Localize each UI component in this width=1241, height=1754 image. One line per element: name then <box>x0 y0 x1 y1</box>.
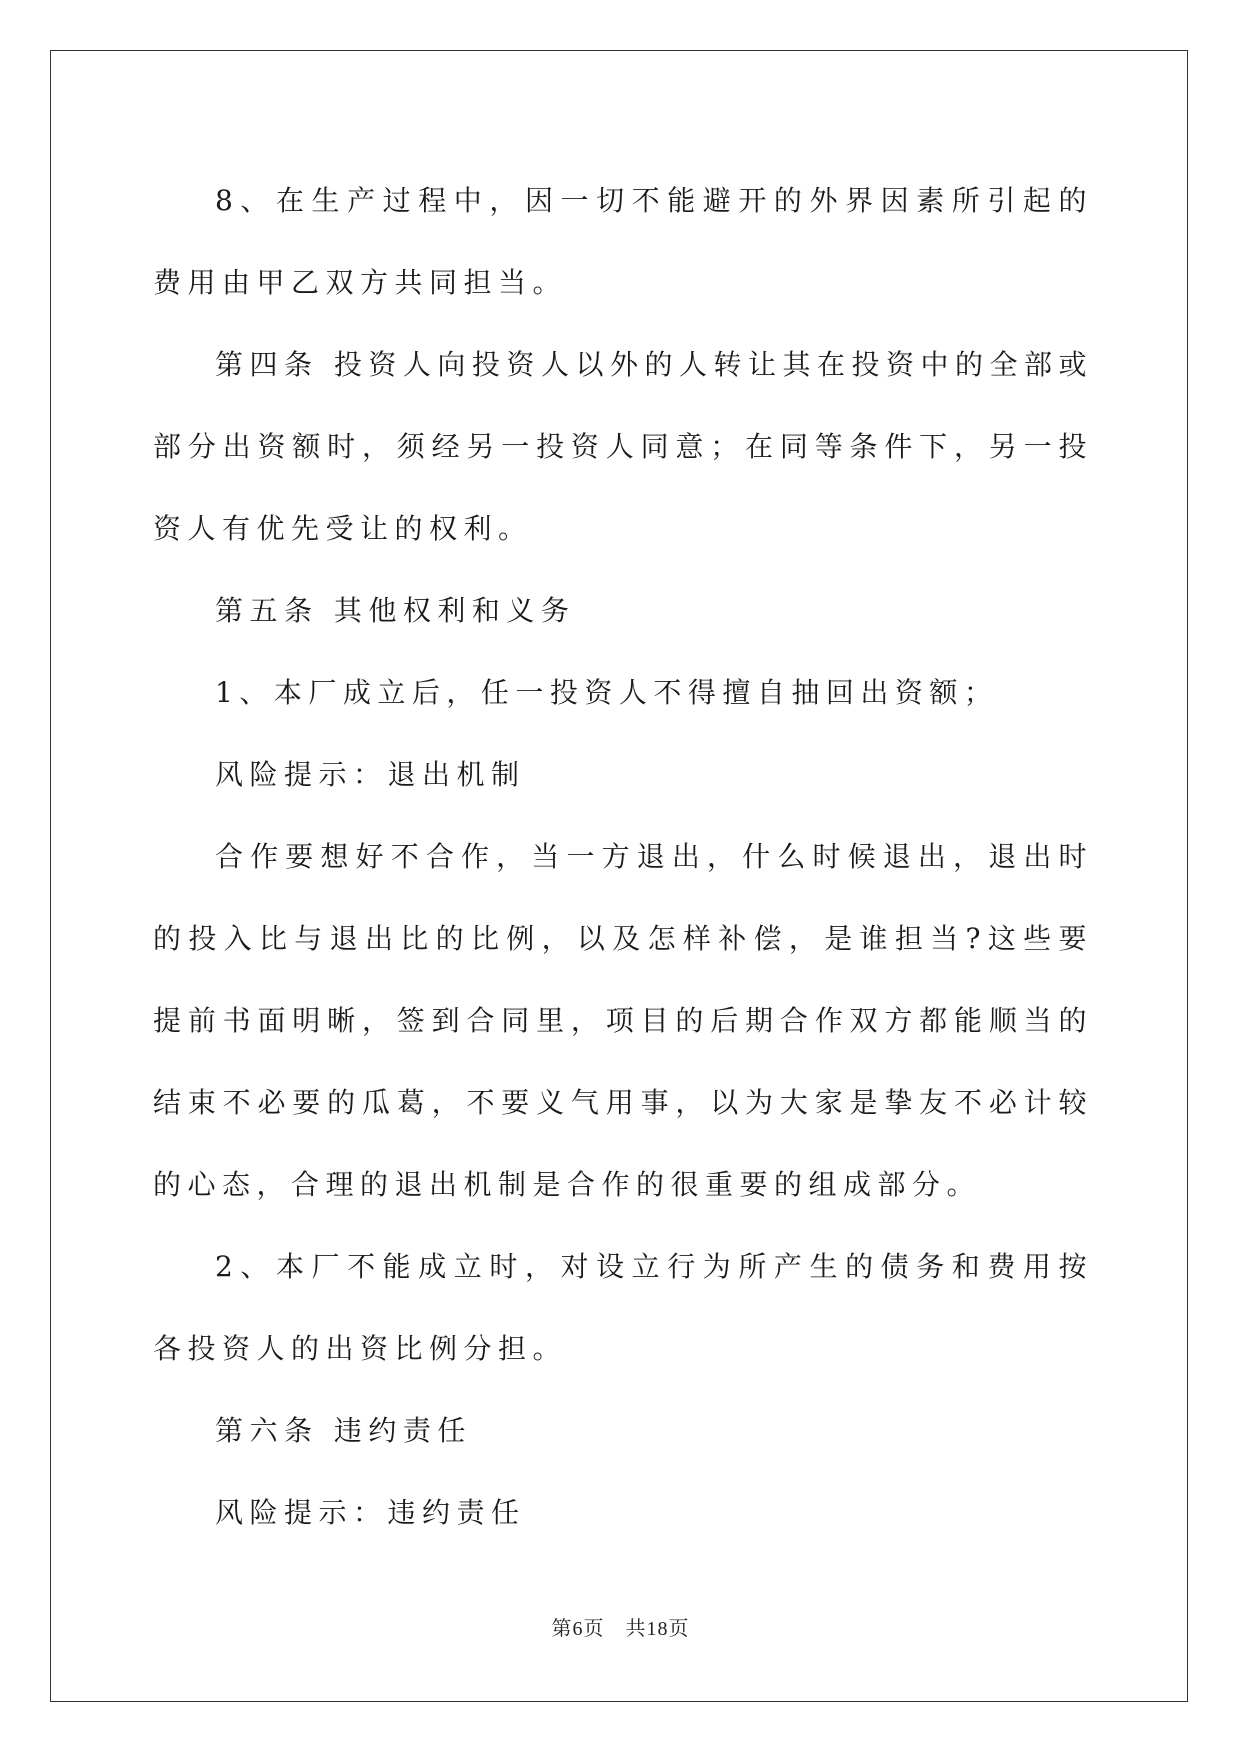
paragraph-article-5-item-1: 1、本厂成立后，任一投资人不得擅自抽回出资额； <box>215 676 999 709</box>
paragraph-article-5-heading: 第五条 其他权利和义务 <box>215 594 576 627</box>
paragraph-risk-breach: 风险提示：违约责任 <box>215 1496 526 1529</box>
page-number-footer: 第6页 共18页 <box>551 1618 690 1640</box>
paragraph-risk-exit: 风险提示：退出机制 <box>215 758 526 791</box>
paragraph-clause-8: 8、在生产过程中，因一切不能避开的外界因素所引起的费用由甲乙双方共同担当。 <box>153 184 1093 299</box>
paragraph-article-5-item-2: 2、本厂不能成立时，对设立行为所产生的债务和费用按各投资人的出资比例分担。 <box>153 1250 1093 1365</box>
paragraph-article-4: 第四条 投资人向投资人以外的人转让其在投资中的全部或部分出资额时，须经另一投资人同意；在同等条件下，另一投资人有优先受让的权利。 <box>153 348 1093 545</box>
paragraph-article-6-heading: 第六条 违约责任 <box>215 1414 472 1447</box>
paragraph-exit-mechanism: 合作要想好不合作，当一方退出，什么时候退出，退出时的投入比与退出比的比例，以及怎样补偿，是谁担当?这些要提前书面明晰，签到合同里，项目的后期合作双方都能顺当的结束不必要的瓜葛，不要义气用事，以为大家是挚友不必计较的心态，合理的退出机制是合作的很重要的组成部分。 <box>153 840 1093 1201</box>
document-body <box>153 160 1093 1554</box>
